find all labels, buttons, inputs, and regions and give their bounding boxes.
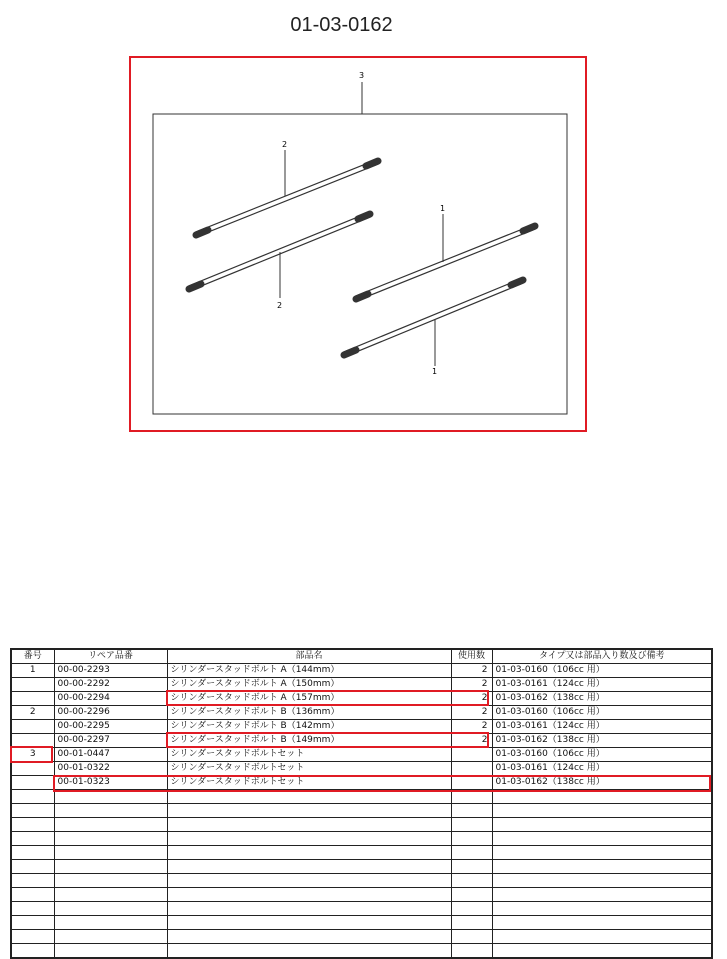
cell-part-name: [167, 804, 451, 818]
cell-part-name: [167, 916, 451, 930]
cell-quantity: 2: [451, 664, 492, 678]
cell-row-number: [11, 804, 54, 818]
cell-part-number: [54, 944, 167, 958]
cell-row-number: [11, 888, 54, 902]
cell-part-name: シリンダースタッドボルト B（136mm）: [167, 706, 451, 720]
header-quantity: 使用数: [451, 649, 492, 664]
cell-row-number: [11, 832, 54, 846]
table-row: [11, 790, 712, 804]
cell-remarks: [492, 888, 712, 902]
cell-remarks: [492, 902, 712, 916]
table-row: [11, 762, 712, 776]
callout-3: 3: [359, 71, 365, 80]
cell-part-name: [167, 832, 451, 846]
cell-row-number: [11, 902, 54, 916]
cell-remarks: [492, 832, 712, 846]
cell-part-number: 00-00-2297: [54, 734, 167, 748]
cell-part-number: 00-01-0322: [54, 762, 167, 776]
cell-part-name: シリンダースタッドボルト A（150mm）: [167, 678, 451, 692]
header-part-name: 部品名: [167, 649, 451, 664]
cell-part-name: シリンダースタッドボルトセット: [167, 748, 451, 762]
header-no: 番号: [11, 649, 54, 664]
diagram-highlight-frame: [130, 57, 586, 431]
cell-quantity: [451, 930, 492, 944]
cell-part-name: シリンダースタッドボルト A（144mm）: [167, 664, 451, 678]
header-part-number: リペア品番: [54, 649, 167, 664]
cell-row-number: [11, 776, 54, 790]
cell-part-number: [54, 860, 167, 874]
cell-row-number: [11, 762, 54, 776]
cell-part-number: [54, 832, 167, 846]
table-row: [11, 692, 712, 706]
cell-remarks: [492, 874, 712, 888]
cell-row-number: 2: [11, 706, 54, 720]
cell-remarks: 01-03-0162（138cc 用）: [492, 692, 712, 706]
cell-quantity: [451, 790, 492, 804]
table-row: [11, 874, 712, 888]
cell-quantity: [451, 944, 492, 958]
cell-part-number: [54, 790, 167, 804]
table-row: [11, 818, 712, 832]
cell-part-number: [54, 874, 167, 888]
table-row: [11, 902, 712, 916]
cell-part-number: 00-01-0447: [54, 748, 167, 762]
page-title: 01-03-0162: [290, 14, 393, 36]
cell-remarks: [492, 804, 712, 818]
table-row: [11, 930, 712, 944]
table-row: [11, 706, 712, 720]
cell-row-number: [11, 860, 54, 874]
cell-remarks: 01-03-0161（124cc 用）: [492, 762, 712, 776]
cell-row-number: [11, 678, 54, 692]
cell-remarks: [492, 818, 712, 832]
cell-remarks: 01-03-0161（124cc 用）: [492, 720, 712, 734]
cell-row-number: [11, 916, 54, 930]
cell-part-name: シリンダースタッドボルト A（157mm）: [167, 692, 451, 706]
cell-quantity: 2: [451, 734, 492, 748]
table-row: [11, 860, 712, 874]
cell-row-number: [11, 734, 54, 748]
cell-quantity: [451, 888, 492, 902]
cell-part-name: [167, 902, 451, 916]
cell-quantity: [451, 846, 492, 860]
cell-row-number: [11, 720, 54, 734]
callout-1-lower: 1: [432, 367, 438, 376]
cell-remarks: [492, 860, 712, 874]
cell-part-name: [167, 888, 451, 902]
cell-part-number: [54, 804, 167, 818]
cell-row-number: [11, 790, 54, 804]
cell-part-number: [54, 930, 167, 944]
cell-part-name: シリンダースタッドボルトセット: [167, 776, 451, 790]
cell-row-number: 1: [11, 664, 54, 678]
cell-remarks: [492, 846, 712, 860]
cell-quantity: 2: [451, 678, 492, 692]
cell-remarks: [492, 916, 712, 930]
cell-remarks: 01-03-0160（106cc 用）: [492, 664, 712, 678]
table-row: [11, 832, 712, 846]
cell-quantity: [451, 804, 492, 818]
cell-part-name: [167, 818, 451, 832]
callout-2-upper: 2: [282, 140, 288, 149]
cell-row-number: [11, 874, 54, 888]
table-row: [11, 748, 712, 762]
cell-part-number: 00-01-0323: [54, 776, 167, 790]
table-row: [11, 678, 712, 692]
cell-part-number: 00-00-2293: [54, 664, 167, 678]
cell-remarks: [492, 790, 712, 804]
cell-row-number: [11, 846, 54, 860]
cell-part-number: [54, 846, 167, 860]
cell-remarks: 01-03-0161（124cc 用）: [492, 678, 712, 692]
table-row: [11, 888, 712, 902]
table-row: [11, 776, 712, 790]
cell-remarks: [492, 944, 712, 958]
cell-row-number: [11, 930, 54, 944]
cell-quantity: 2: [451, 692, 492, 706]
cell-row-number: [11, 944, 54, 958]
cell-part-number: 00-00-2295: [54, 720, 167, 734]
cell-part-name: [167, 846, 451, 860]
table-row: [11, 916, 712, 930]
cell-remarks: [492, 930, 712, 944]
cell-remarks: 01-03-0160（106cc 用）: [492, 748, 712, 762]
cell-part-number: [54, 916, 167, 930]
cell-part-number: 00-00-2294: [54, 692, 167, 706]
cell-part-name: シリンダースタッドボルト B（149mm）: [167, 734, 451, 748]
table-row: [11, 720, 712, 734]
cell-row-number: [11, 692, 54, 706]
table-header-row: [11, 649, 712, 664]
cell-quantity: [451, 776, 492, 790]
cell-row-number: 3: [11, 748, 54, 762]
cell-part-name: [167, 874, 451, 888]
table-row: [11, 804, 712, 818]
cell-part-name: シリンダースタッドボルト B（142mm）: [167, 720, 451, 734]
cell-quantity: [451, 762, 492, 776]
cell-quantity: [451, 874, 492, 888]
cell-quantity: [451, 902, 492, 916]
cell-part-number: [54, 818, 167, 832]
cell-quantity: 2: [451, 720, 492, 734]
cell-remarks: 01-03-0162（138cc 用）: [492, 734, 712, 748]
cell-remarks: 01-03-0162（138cc 用）: [492, 776, 712, 790]
header-remarks: タイプ又は部品入り数及び備考: [492, 649, 712, 664]
parts-table: [10, 648, 713, 959]
cell-part-name: [167, 944, 451, 958]
cell-part-number: [54, 902, 167, 916]
cell-part-name: [167, 860, 451, 874]
callout-1-upper: 1: [440, 204, 446, 213]
cell-remarks: 01-03-0160（106cc 用）: [492, 706, 712, 720]
cell-quantity: [451, 748, 492, 762]
cell-quantity: [451, 860, 492, 874]
table-row: [11, 944, 712, 958]
table-row: [11, 846, 712, 860]
cell-part-number: 00-00-2296: [54, 706, 167, 720]
table-row: [11, 664, 712, 678]
cell-quantity: 2: [451, 706, 492, 720]
cell-part-name: [167, 930, 451, 944]
cell-part-number: 00-00-2292: [54, 678, 167, 692]
diagram-inner-frame: [153, 114, 567, 414]
cell-quantity: [451, 832, 492, 846]
table-row: [11, 734, 712, 748]
cell-part-number: [54, 888, 167, 902]
parts-diagram: [0, 0, 727, 440]
cell-row-number: [11, 818, 54, 832]
cell-quantity: [451, 818, 492, 832]
cell-part-name: シリンダースタッドボルトセット: [167, 762, 451, 776]
cell-quantity: [451, 916, 492, 930]
callout-2-lower: 2: [277, 301, 283, 310]
cell-part-name: [167, 790, 451, 804]
